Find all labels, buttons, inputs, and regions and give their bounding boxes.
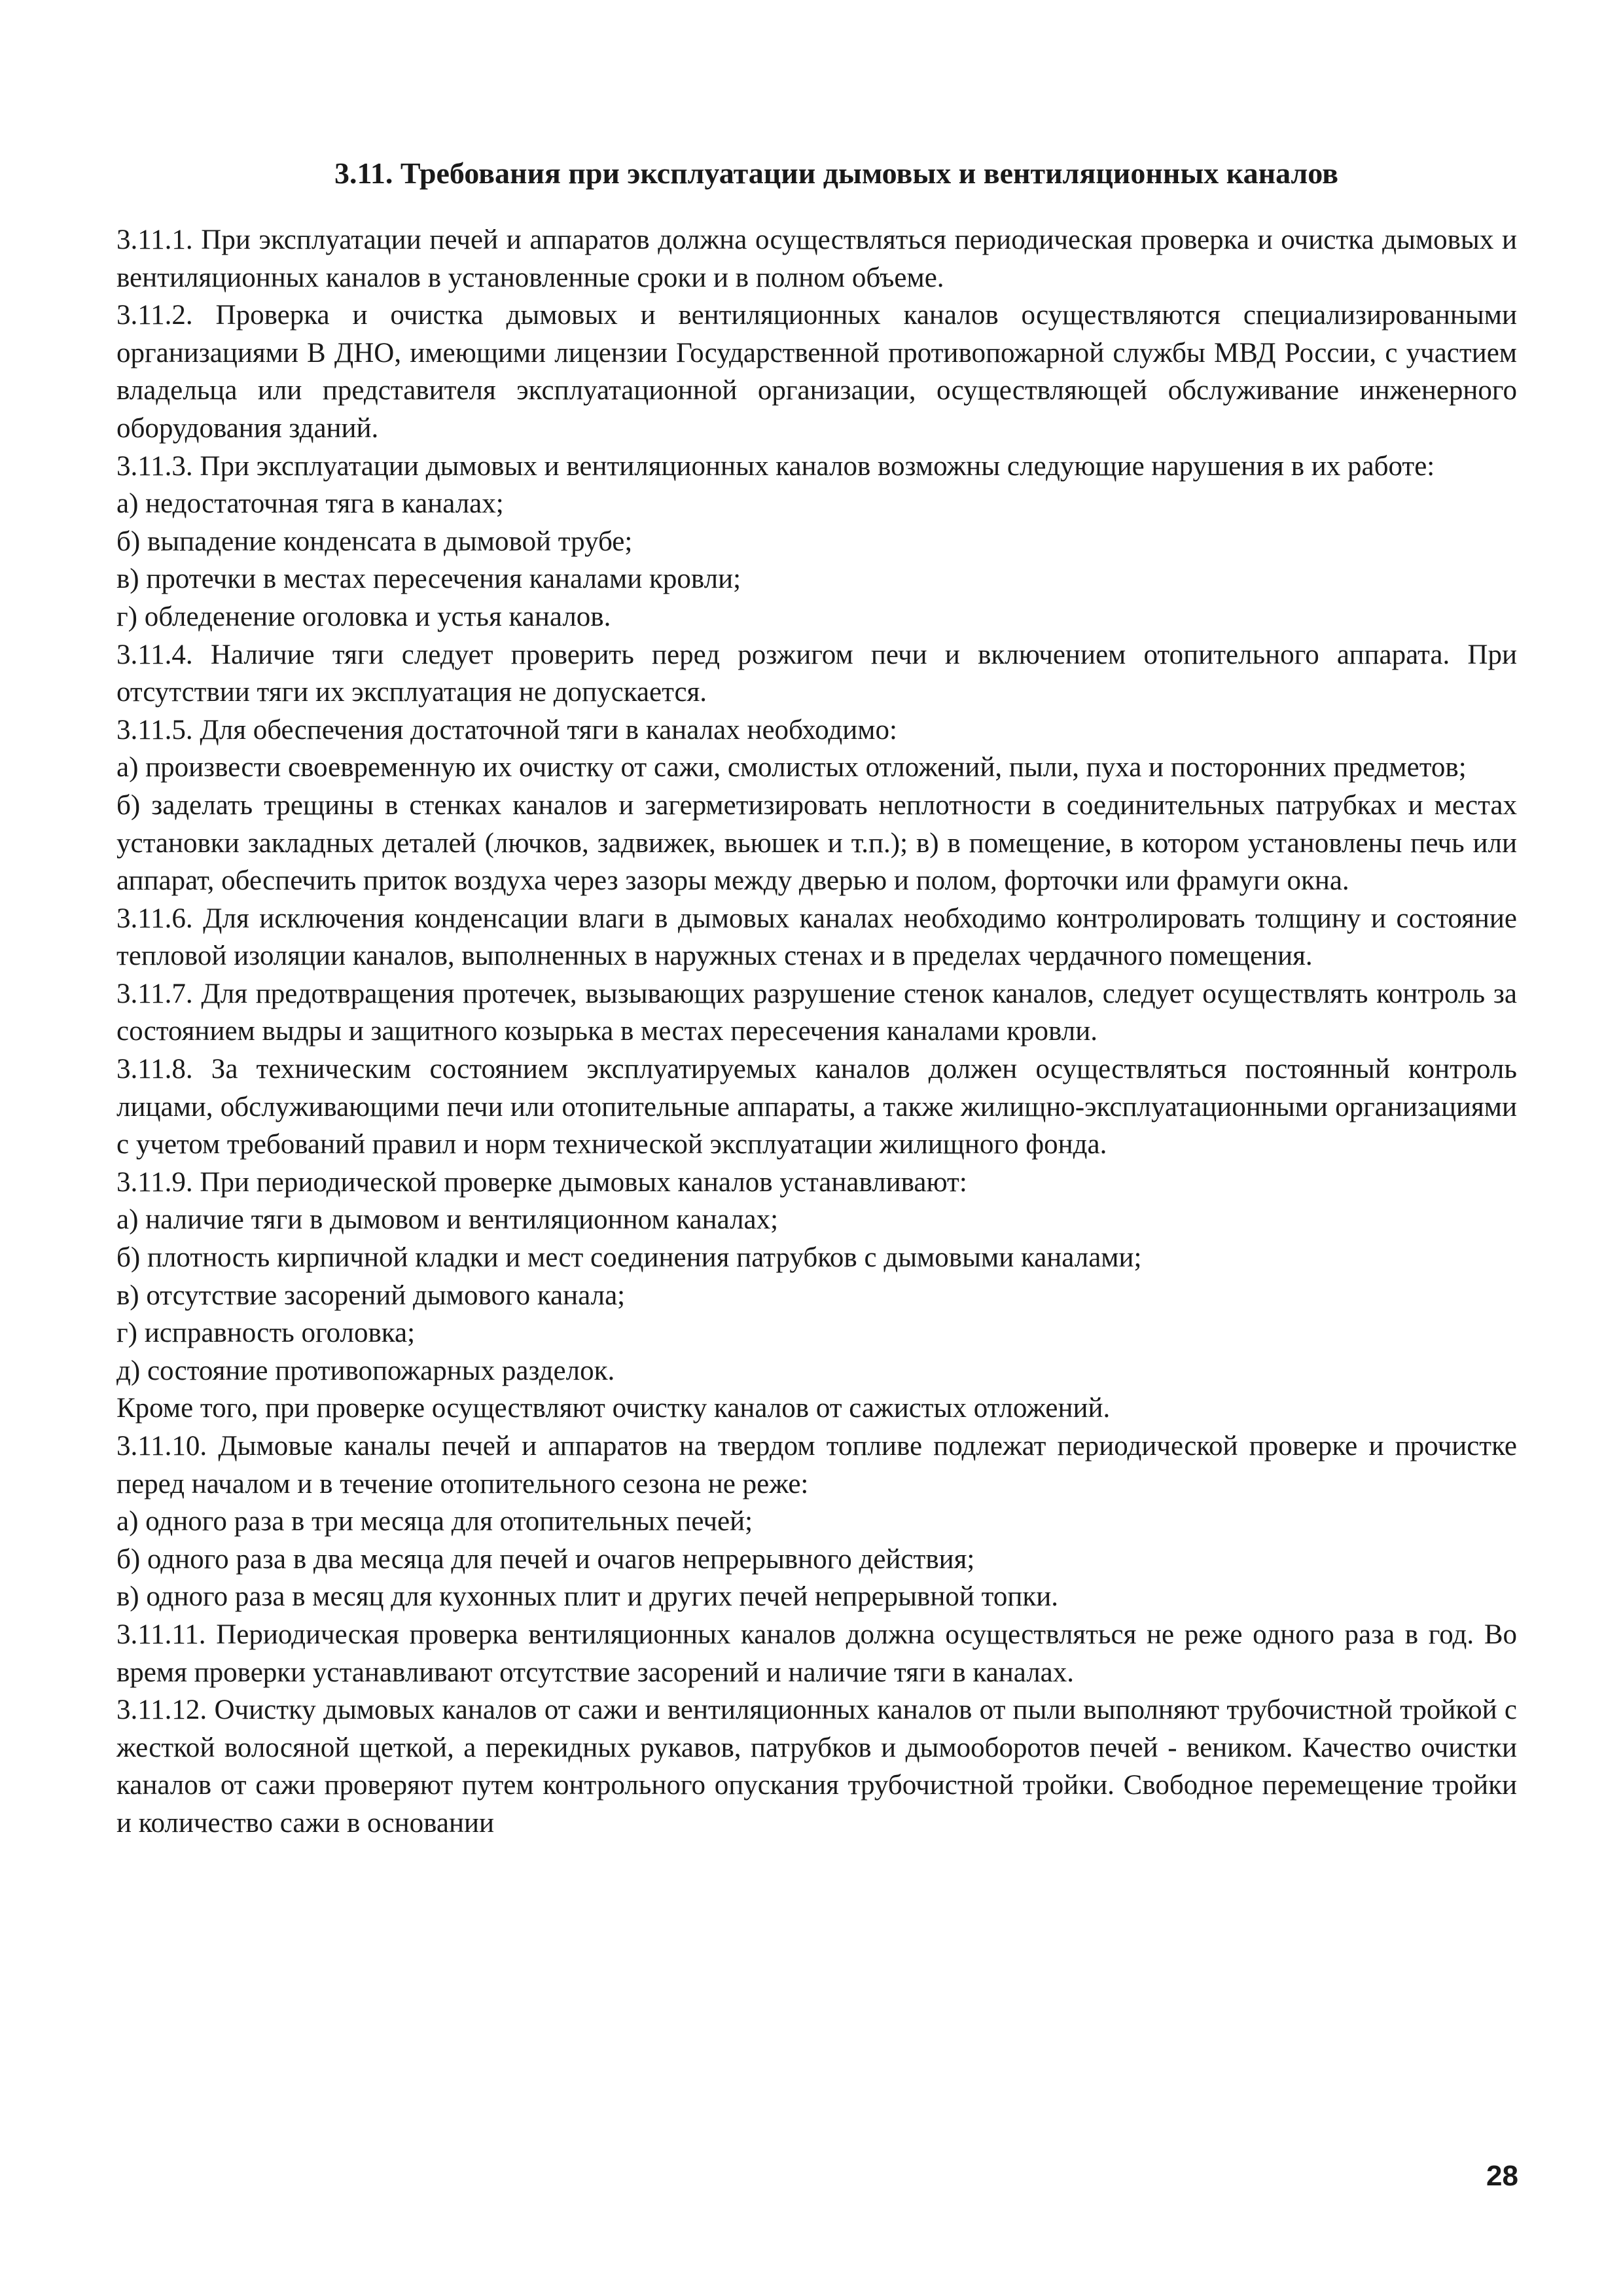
list-item: в) отсутствие засорений дымового канала; <box>116 1280 626 1311</box>
list-item: а) наличие тяги в дымовом и вентиляционном каналах; <box>116 1204 779 1236</box>
paragraph-3-11-7: 3.11.7. Для предотвращения протечек, вызывающих разрушение стенок каналов, следует осуществлять контроль за состоянием выдры и защитного козырька в местах пересечения каналами кровли. <box>116 978 1517 1047</box>
list-item: д) состояние противопожарных разделок. <box>116 1355 615 1386</box>
section-heading: 3.11. Требования при эксплуатации дымовых и вентиляционных каналов <box>334 156 1339 190</box>
list-item: г) исправность оголовка; <box>116 1318 416 1349</box>
list-item: г) обледенение оголовка и устья каналов. <box>116 601 611 632</box>
paragraph-note: Кроме того, при проверке осуществляют очистку каналов от сажистых отложений. <box>116 1393 1111 1424</box>
paragraph-3-11-12: 3.11.12. Очистку дымовых каналов от сажи и вентиляционных каналов от пыли выполняют трубочистной тройкой с жесткой волосяной щеткой, а перекидных рукавов, патрубков и дымооборотов печей - веником. Качество очистки каналов от сажи проверяют путем контрольного опускания трубочистной тройки. Свободное перемещение тройки и количество сажи в основании <box>116 1695 1517 1839</box>
list-item: а) недостаточная тяга в каналах; <box>116 488 504 520</box>
paragraph-3-11-3: 3.11.3. При эксплуатации дымовых и вентиляционных каналов возможны следующие нарушения в их работе: <box>116 450 1435 482</box>
list-item: б) одного раза в два месяца для печей и очагов непрерывного действия; <box>116 1543 975 1575</box>
paragraph-3-11-8: 3.11.8. За техническим состоянием эксплуатируемых каналов должен осуществляться постоянный контроль лицами, обслуживающими печи или отопительные аппараты, а также жилищно-эксплуатационными организациями с учетом требований правил и норм технической эксплуатации жилищного фонда. <box>116 1054 1517 1160</box>
paragraph-3-11-4: 3.11.4. Наличие тяги следует проверить перед розжигом печи и включением отопительного аппарата. При отсутствии тяги их эксплуатация не допускается. <box>116 639 1517 708</box>
paragraph-3-11-11: 3.11.11. Периодическая проверка вентиляционных каналов должна осуществляться не реже одного раза в год. Во время проверки устанавливают отсутствие засорений и наличие тяги в каналах. <box>116 1619 1517 1688</box>
list-item: в) протечки в местах пересечения каналами кровли; <box>116 564 741 595</box>
list-item: б) заделать трещины в стенках каналов и загерметизировать неплотности в соединительных патрубках и местах установки закладных деталей (лючков, задвижек, вьюшек и т.п.); в) в помещение, в котором установлены печь или аппарат, обеспечить приток воздуха через зазоры между дверью и полом, форточки или фрамуги окна. <box>116 789 1517 897</box>
paragraph-3-11-2: 3.11.2. Проверка и очистка дымовых и вентиляционных каналов осуществляются специализированными организациями В ДНО, имеющими лицензии Государственной противопожарной службы МВД России, с участием владельца или представителя эксплуатационной организации, осуществляющей обслуживание инженерного оборудования зданий. <box>116 300 1517 444</box>
paragraph-3-11-6: 3.11.6. Для исключения конденсации влаги в дымовых каналах необходимо контролировать толщину и состояние тепловой изоляции каналов, выполненных в наружных стенах и в пределах чердачного помещения. <box>116 903 1517 972</box>
list-item: б) плотность кирпичной кладки и мест соединения патрубков с дымовыми каналами; <box>116 1242 1142 1274</box>
page-number: 28 <box>1486 2160 1518 2192</box>
paragraph-3-11-5: 3.11.5. Для обеспечения достаточной тяги в каналах необходимо: <box>116 714 897 745</box>
list-item: б) выпадение конденсата в дымовой трубе; <box>116 526 633 557</box>
list-item: в) одного раза в месяц для кухонных плит и других печей непрерывной топки. <box>116 1581 1059 1613</box>
document-page <box>116 154 1517 1842</box>
list-item: а) произвести своевременную их очистку от сажи, смолистых отложений, пыли, пуха и посторонних предметов; <box>116 752 1467 783</box>
paragraph-3-11-1: 3.11.1. При эксплуатации печей и аппаратов должна осуществляться периодическая проверка и очистка дымовых и вентиляционных каналов в установленные сроки и в полном объеме. <box>116 224 1517 293</box>
paragraph-3-11-10: 3.11.10. Дымовые каналы печей и аппаратов на твердом топливе подлежат периодической проверке и прочистке перед началом и в течение отопительного сезона не реже: <box>116 1431 1517 1499</box>
paragraph-3-11-9: 3.11.9. При периодической проверке дымовых каналов устанавливают: <box>116 1166 967 1198</box>
list-item: а) одного раза в три месяца для отопительных печей; <box>116 1506 753 1537</box>
